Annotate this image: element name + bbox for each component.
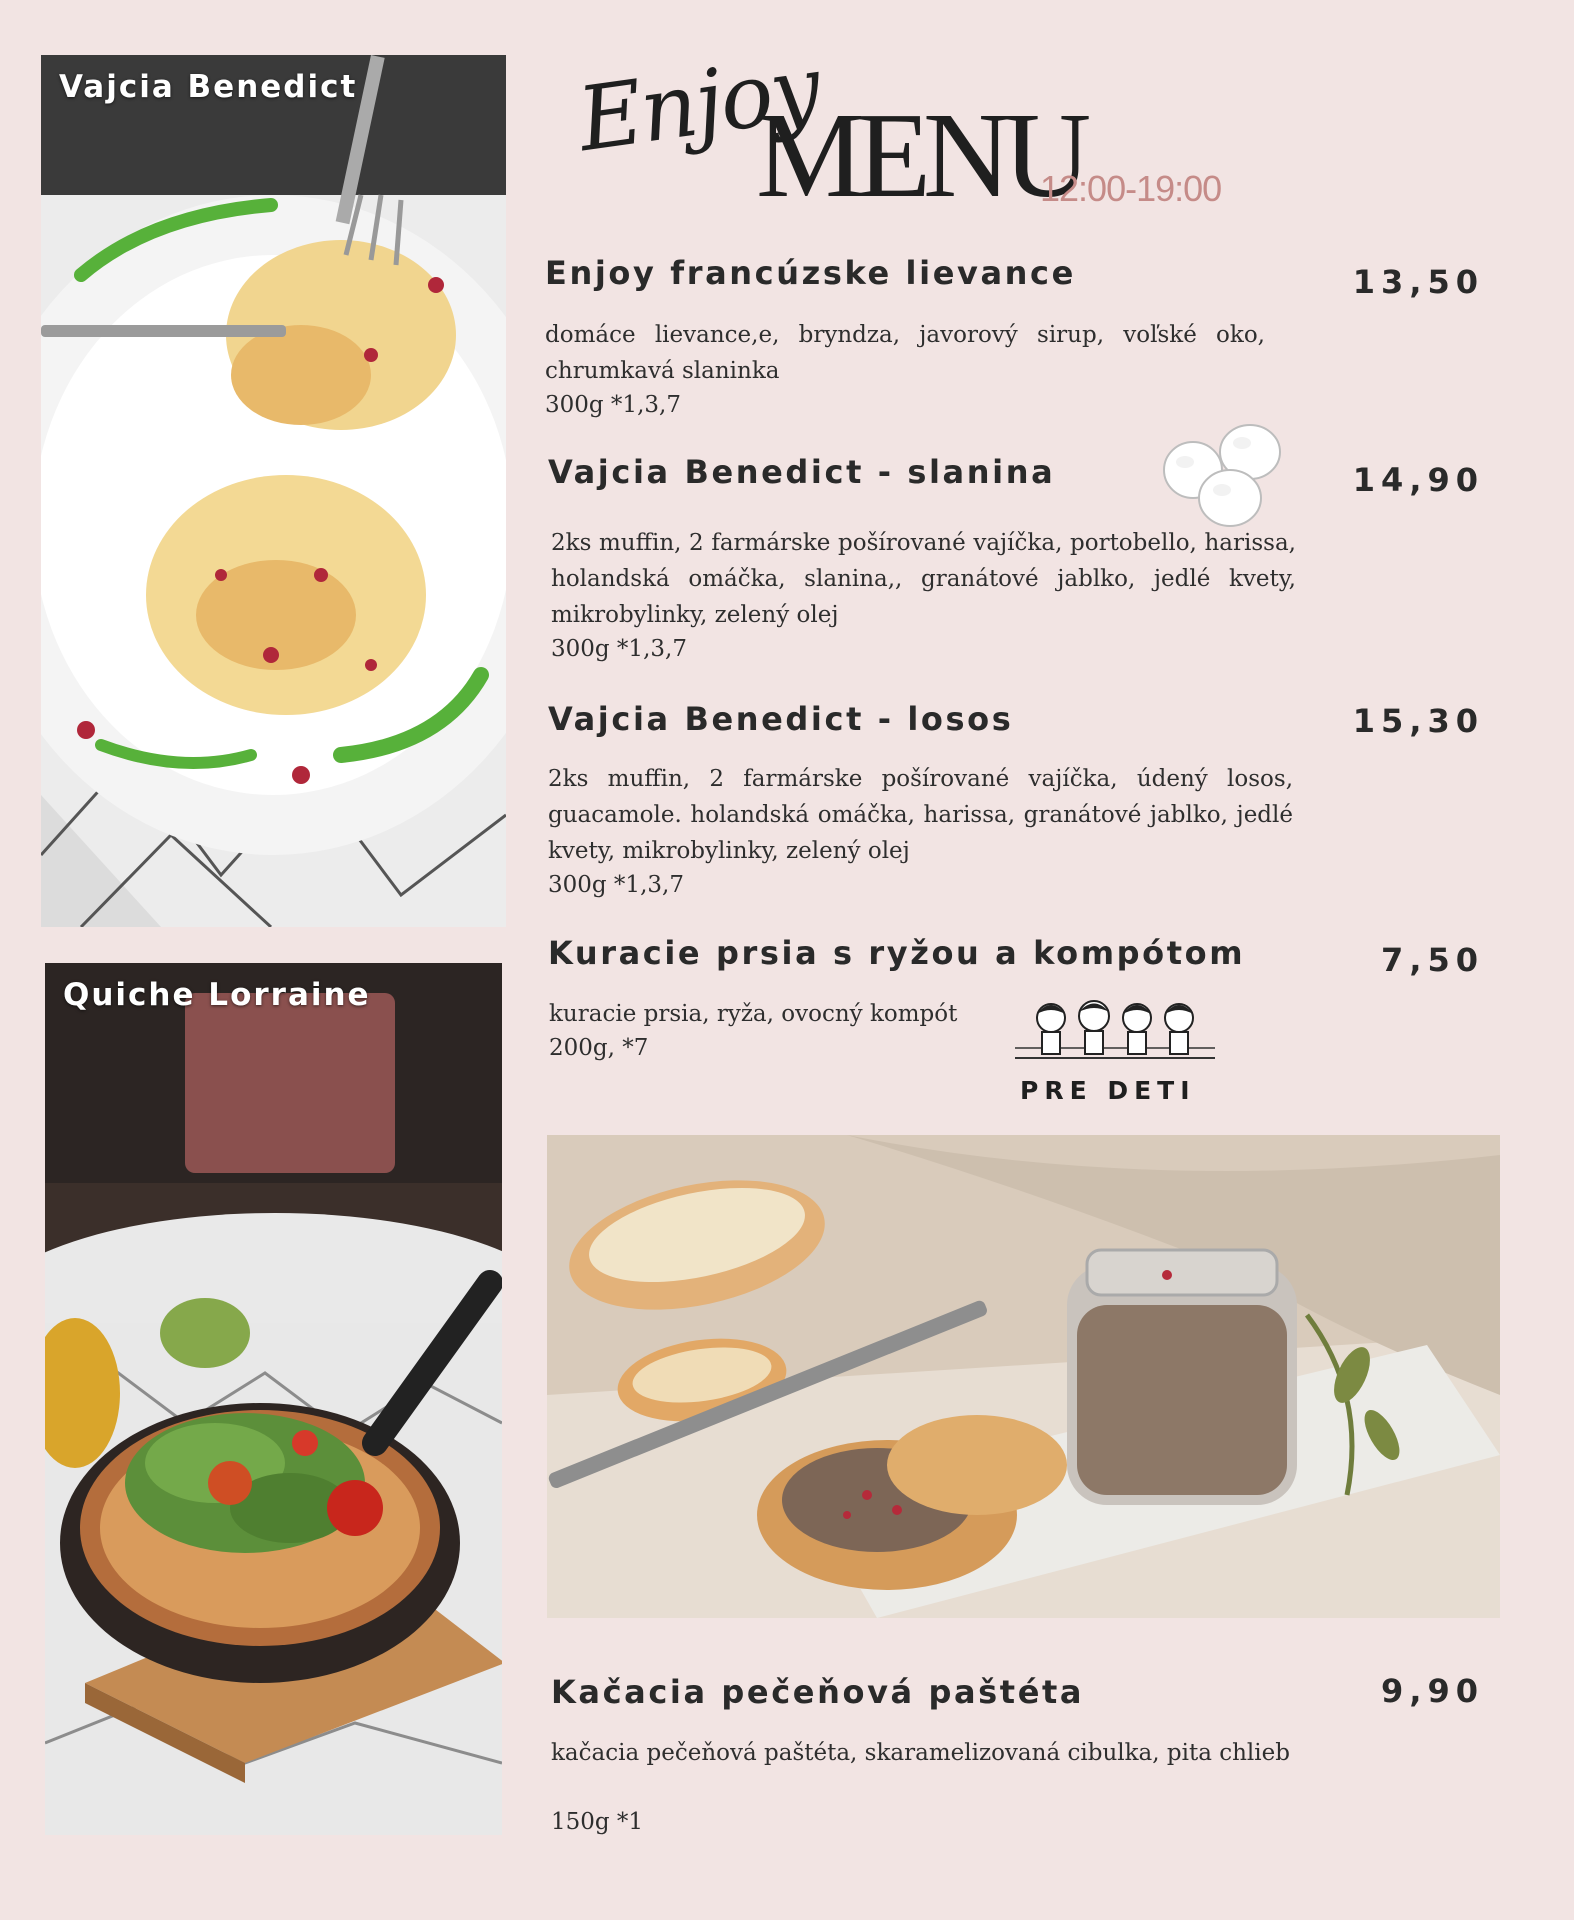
- kids-badge-label: PRE DETI: [1020, 1076, 1196, 1105]
- dish-meta-benedict-losos: 300g *1,3,7: [548, 872, 684, 898]
- benedict-image: [41, 55, 506, 927]
- dish-name-kuracie-prsia: Kuracie prsia s ryžou a kompótom: [548, 934, 1246, 972]
- dish-desc-benedict-losos: 2ks muffin, 2 farmárske pošírované vajíčka, údený losos, guacamole. holandská omáčka, harissa, granátové jablko, jedlé kvety, mikrobylinky, zelený olej: [548, 766, 1293, 864]
- pate-image: [547, 1135, 1500, 1618]
- dish-desc-lievance: domáce lievance,e, bryndza, javorový sirup, voľské oko, chrumkavá slaninka: [545, 322, 1265, 384]
- title-menu-word: MENU: [756, 88, 1084, 223]
- benedict-caption: Vajcia Benedict: [59, 69, 358, 105]
- dish-meta-benedict-slanina: 300g *1,3,7: [551, 636, 687, 662]
- dish-price-benedict-losos: 15,30: [1352, 702, 1484, 740]
- dish-desc-benedict-slanina: 2ks muffin, 2 farmárske pošírované vajíčka, portobello, harissa, holandská omáčka, slanina,, granátové jablko, jedlé kvety, mikrobylinky, zelený olej: [551, 530, 1296, 628]
- dish-name-benedict-slanina: Vajcia Benedict - slanina: [548, 453, 1056, 491]
- opening-hours: 12:00-19:00: [1040, 168, 1222, 209]
- dish-price-pastika: 9,90: [1381, 1672, 1484, 1710]
- dish-name-lievance: Enjoy francúzske lievance: [545, 254, 1076, 292]
- dish-price-lievance: 13,50: [1352, 263, 1484, 301]
- dish-price-kuracie-prsia: 7,50: [1381, 941, 1484, 979]
- dish-meta-kuracie-prsia: 200g, *7: [549, 1035, 649, 1061]
- quiche-image: [45, 963, 502, 1835]
- benedict-photo: [41, 55, 506, 927]
- dish-desc-pastika: kačacia pečeňová paštéta, skaramelizovaná cibulka, pita chlieb: [551, 1740, 1290, 1766]
- dish-price-benedict-slanina: 14,90: [1352, 461, 1484, 499]
- dish-desc-kuracie-prsia: kuracie prsia, ryža, ovocný kompót: [549, 1001, 958, 1027]
- dish-name-pastika: Kačacia pečeňová paštéta: [551, 1673, 1085, 1711]
- pate-photo: [547, 1135, 1500, 1618]
- eggs-icon: [1160, 418, 1290, 533]
- dish-meta-lievance: 300g *1,3,7: [545, 392, 681, 418]
- dish-meta-pastika: 150g *1: [551, 1809, 644, 1835]
- quiche-photo: [45, 963, 502, 1835]
- kids-icon: [1015, 998, 1215, 1073]
- quiche-caption: Quiche Lorraine: [63, 977, 371, 1013]
- dish-name-benedict-losos: Vajcia Benedict - losos: [548, 700, 1014, 738]
- title-script-word: Enjoy: [572, 35, 825, 172]
